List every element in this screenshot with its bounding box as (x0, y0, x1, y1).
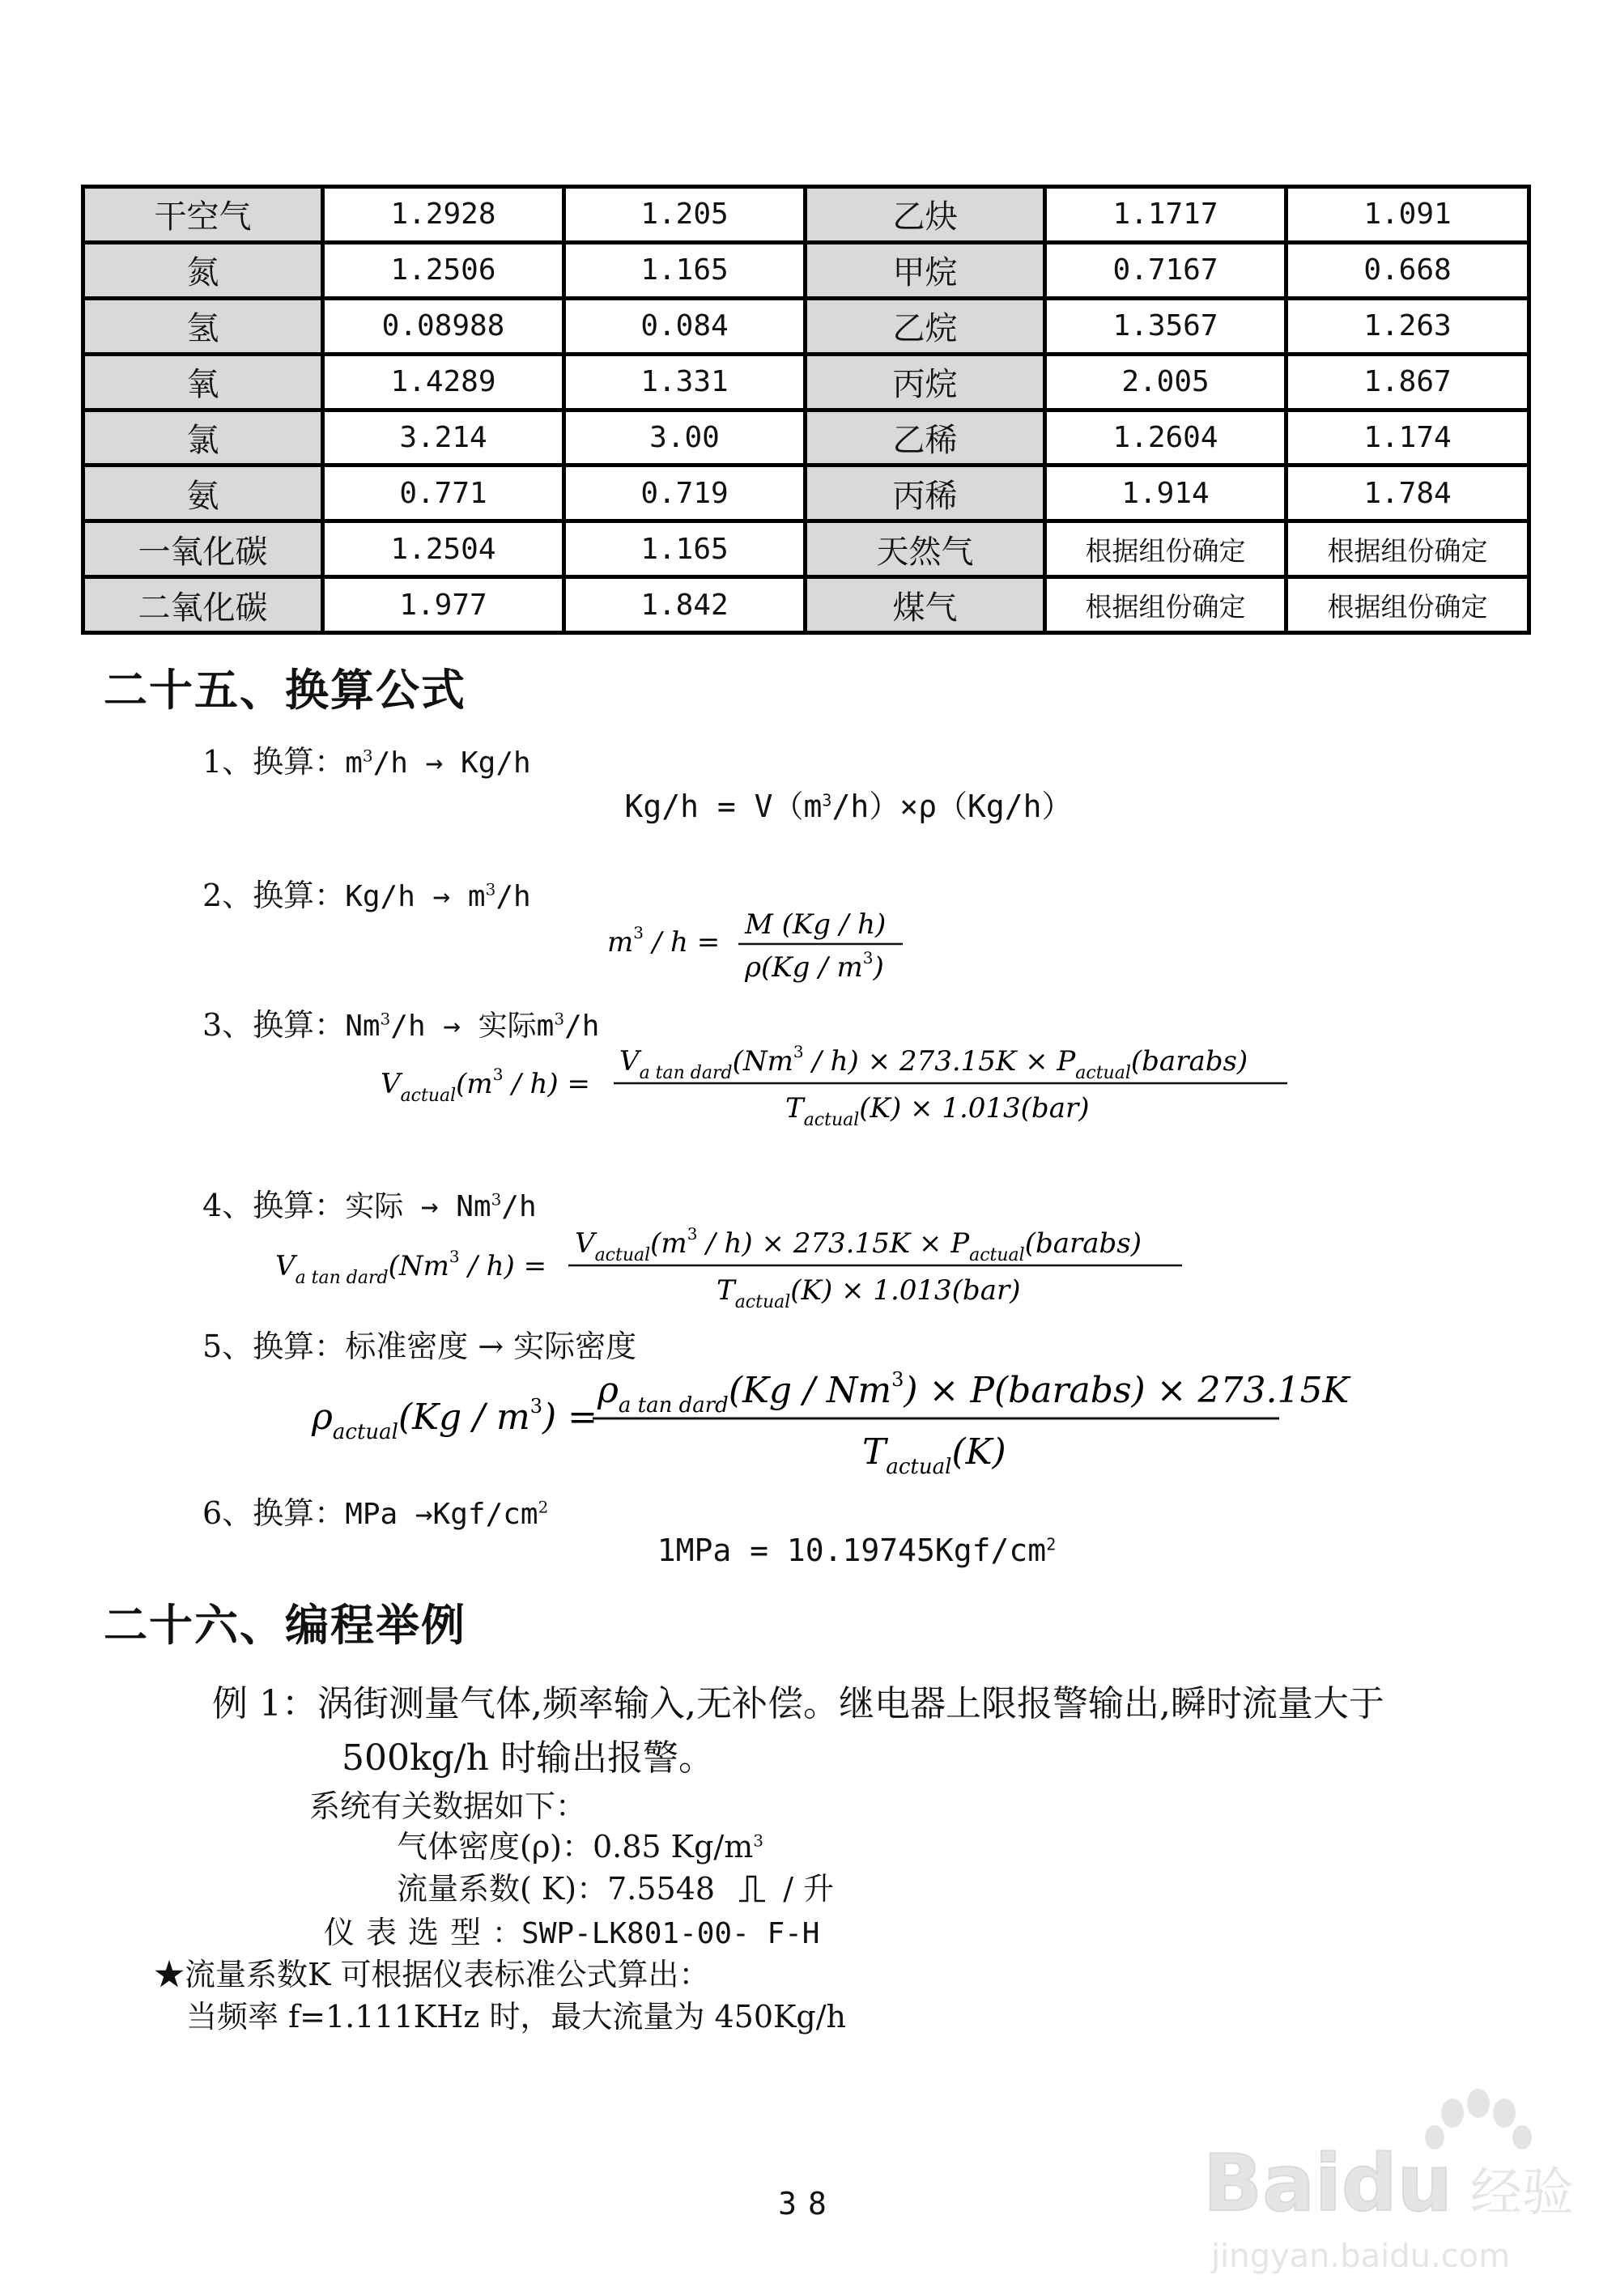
density-value-cell: 根据组份确定 (1045, 521, 1286, 577)
gas-name-cell: 丙稀 (806, 466, 1045, 521)
density-value-cell: 1.174 (1286, 410, 1529, 466)
section-25-title: 二十五、换算公式 (104, 665, 466, 716)
density-value-cell: 0.08988 (323, 298, 564, 354)
svg-text:Va tan dard(Nm3 / h) =: $V_{a tan dard}(Nm^3 / h)$ = (275, 1247, 547, 1288)
formula-4-denominator: $T_{actual}(K) \times 1.013(bar)$ (717, 1274, 1021, 1312)
baidu-jingyan-watermark (1195, 2081, 1584, 2283)
table-body (83, 187, 1529, 633)
gas-name-cell: 二氧化碳 (83, 577, 323, 633)
table-row (83, 410, 1529, 466)
table-row (83, 354, 1529, 410)
section-26-title: 二十六、编程举例 (104, 1600, 466, 1651)
gas-name-cell: 乙稀 (806, 410, 1045, 466)
table-row (83, 187, 1529, 243)
formula-5-numerator: $\rho_{a tan dard}(Kg / Nm^3)$ × P(barabs) × 273.15K (597, 1368, 1350, 1418)
example-line-2: 500kg/h 时输出报警。 (342, 1737, 714, 1779)
formula-2 (599, 905, 923, 994)
svg-text:jingyan.baidu.com: jingyan.baidu.com (1211, 2238, 1511, 2275)
density-value-cell: 1.914 (1045, 466, 1286, 521)
density-value-cell: 根据组份确定 (1286, 521, 1529, 577)
density-value-cell: 0.7167 (1045, 242, 1286, 298)
system-data-label: 系统有关数据如下： (309, 1788, 587, 1824)
density-value-cell: 1.2506 (323, 242, 564, 298)
pulse-icon (736, 1873, 768, 1904)
formula-4 (267, 1218, 1190, 1324)
density-value-cell: 3.214 (323, 410, 564, 466)
density-value-cell: 1.3567 (1045, 298, 1286, 354)
formula-3-numerator: $V_{a tan dard}(Nm^3 / h) \times 273.15K$ × $P_{actual}(barabs)$ (619, 1042, 1248, 1083)
gas-name-cell: 氧 (83, 354, 323, 410)
formula-2-numerator: M (Kg / h) (745, 908, 887, 941)
density-value-cell: 0.668 (1286, 242, 1529, 298)
gas-density: 气体密度(ρ)：0.85 $Kg/m^3$ (397, 1829, 763, 1864)
formula-1: $Kg/h = V(m^3/h)\times\rho(Kg/h)$ (624, 789, 1073, 824)
gas-name-cell: 氯 (83, 410, 323, 466)
density-value-cell: 1.331 (564, 354, 806, 410)
density-value-cell: 1.867 (1286, 354, 1529, 410)
svg-text:Baidu: Baidu (1203, 2138, 1452, 2229)
gas-name-cell: 干空气 (83, 187, 323, 243)
gas-name-cell: 乙炔 (806, 187, 1045, 243)
svg-text:经验: 经验 (1470, 2163, 1574, 2223)
density-value-cell: 1.784 (1286, 466, 1529, 521)
frequency-note: 当频率 f=1.111KHz 时，最大流量为 450Kg/h (186, 1999, 846, 2035)
table-row (83, 242, 1529, 298)
density-value-cell: 1.2928 (323, 187, 564, 243)
density-value-cell: 1.2604 (1045, 410, 1286, 466)
gas-name-cell: 天然气 (806, 521, 1045, 577)
example-line-1: 例 1：涡街测量气体,频率输入,无补偿。继电器上限报警输出,瞬时流量大于 (212, 1683, 1384, 1724)
gas-name-cell: 氮 (83, 242, 323, 298)
step-5: 5、换算：标准密度 → 实际密度 (202, 1329, 637, 1364)
formula-5 (308, 1360, 1350, 1482)
formula-6: $1MPa = 10.19745Kgf/cm^2$ (657, 1533, 1057, 1568)
formula-3-denominator: $T_{actual}(K) \times 1.013(bar)$ (785, 1092, 1090, 1130)
density-value-cell: 1.165 (564, 242, 806, 298)
coefficient-note: ★流量系数K 可根据仪表标准公式算出： (154, 1957, 710, 1992)
density-value-cell: 1.2504 (323, 521, 564, 577)
density-value-cell: 1.977 (323, 577, 564, 633)
gas-name-cell: 乙烷 (806, 298, 1045, 354)
step-2: 2、换算：$Kg/h \to m^3/h$ (202, 878, 531, 913)
step-3: 3、换算：$Nm^3/h$ → 实际$m^3/h$ (202, 1007, 600, 1043)
step-1: 1、换算：$m^3/h \to Kg/h$ (202, 744, 531, 780)
svg-text:m3 / h =: $m^3$ / h = (607, 923, 721, 959)
density-value-cell: 根据组份确定 (1045, 577, 1286, 633)
table-row (83, 466, 1529, 521)
gas-name-cell: 煤气 (806, 577, 1045, 633)
density-value-cell: 1.205 (564, 187, 806, 243)
density-value-cell: 1.842 (564, 577, 806, 633)
gas-name-cell: 甲烷 (806, 242, 1045, 298)
density-value-cell: 1.165 (564, 521, 806, 577)
gas-name-cell: 氢 (83, 298, 323, 354)
density-value-cell: 0.084 (564, 298, 806, 354)
step-4: 4、换算：实际 → $Nm^3/h$ (202, 1188, 537, 1223)
gas-density-table (81, 185, 1531, 635)
formula-2-denominator: $\rho(Kg / m^3)$ (745, 948, 884, 984)
instrument-model: 仪表选型：SWP-LK801-00- F-H (324, 1915, 820, 1950)
table-row (83, 298, 1529, 354)
density-value-cell: 2.005 (1045, 354, 1286, 410)
flow-coefficient: 流量系数( K)：7.5548 / 升 (397, 1871, 835, 1907)
formula-4-numerator: $V_{actual}(m^3 / h) \times 273.15K$ × $P_{actual}(barabs)$ (575, 1224, 1142, 1265)
density-value-cell: 1.091 (1286, 187, 1529, 243)
density-value-cell: 0.719 (564, 466, 806, 521)
table-row (83, 577, 1529, 633)
density-value-cell: 1.263 (1286, 298, 1529, 354)
gas-name-cell: 一氧化碳 (83, 521, 323, 577)
gas-name-cell: 丙烷 (806, 354, 1045, 410)
svg-text:ρactual(Kg / m3) =: $\rho_{actual}(Kg / m^3)$ = (312, 1395, 597, 1444)
density-value-cell: 1.4289 (323, 354, 564, 410)
formula-5-denominator: $T_{actual}(K)$ (862, 1431, 1006, 1479)
density-value-cell: 根据组份确定 (1286, 577, 1529, 633)
step-6: 6、换算：MPa $\to Kgf/cm^2$ (202, 1495, 549, 1531)
svg-text:Vactual(m3 / h) =: $V_{actual}(m^3 / h)$ = (381, 1065, 590, 1106)
table-row (83, 521, 1529, 577)
page-number: 38 (778, 2186, 838, 2222)
gas-name-cell: 氨 (83, 466, 323, 521)
formula-3 (372, 1036, 1295, 1142)
density-value-cell: 1.1717 (1045, 187, 1286, 243)
density-value-cell: 3.00 (564, 410, 806, 466)
density-value-cell: 0.771 (323, 466, 564, 521)
